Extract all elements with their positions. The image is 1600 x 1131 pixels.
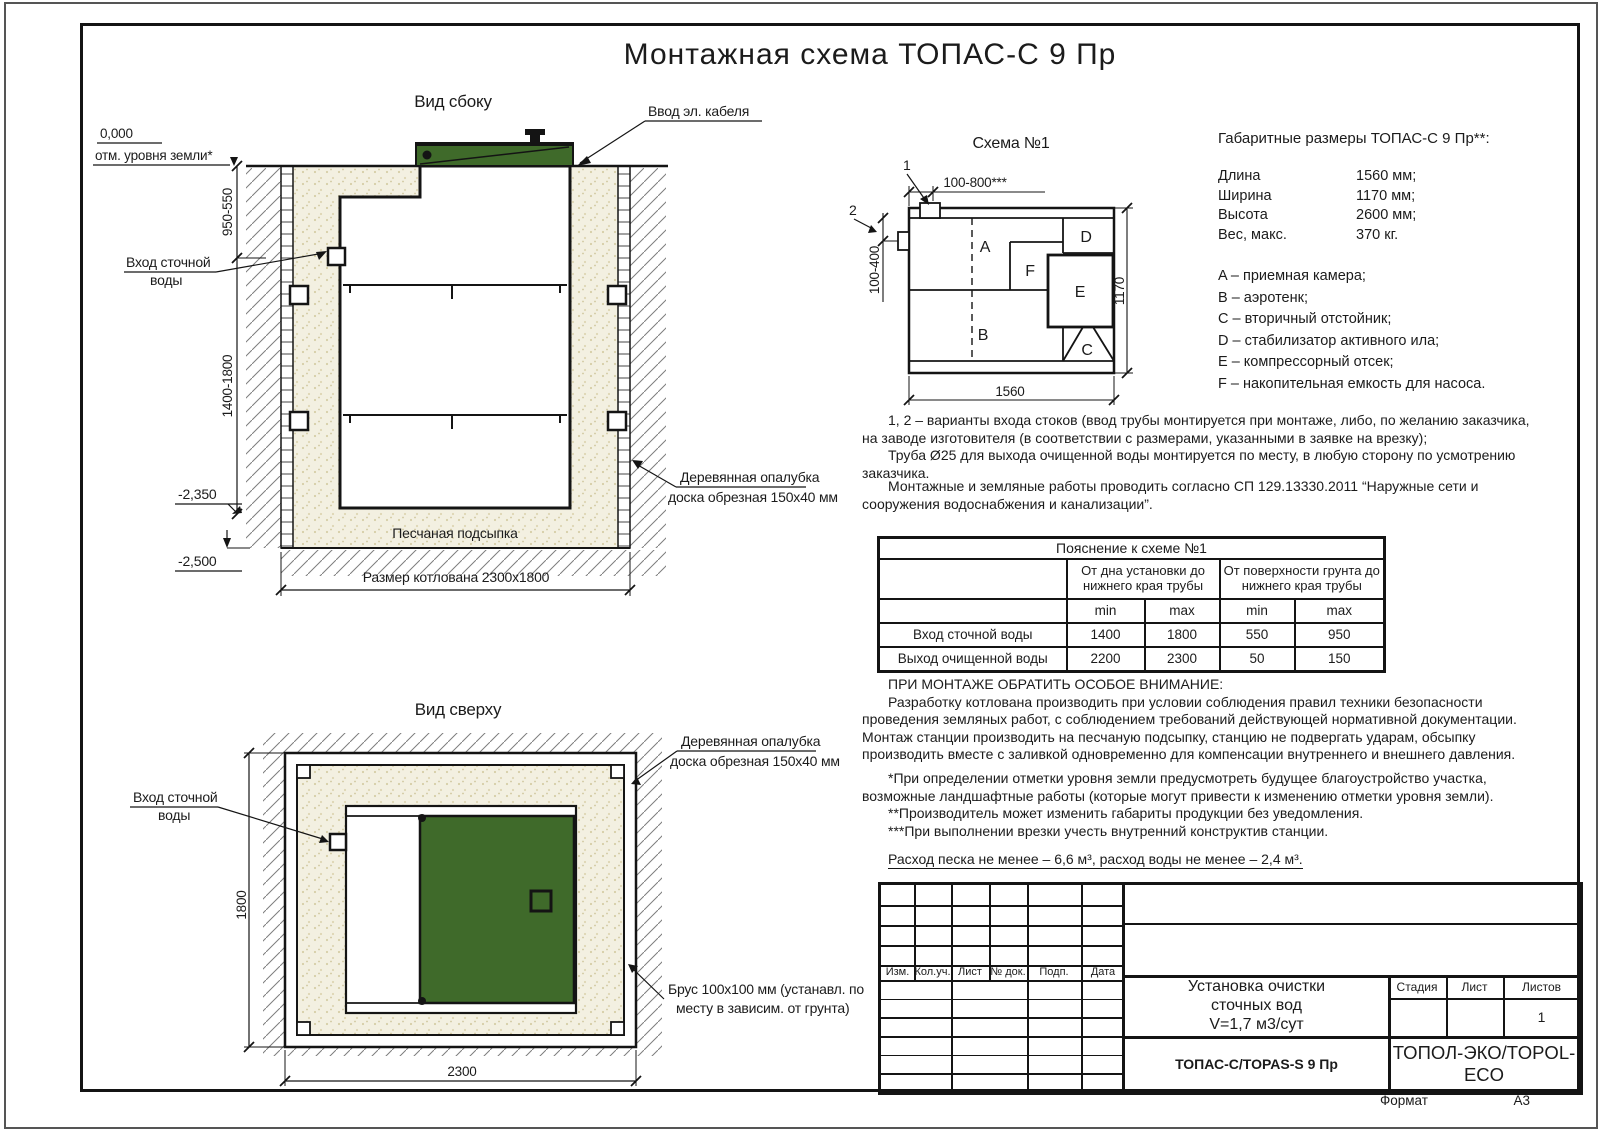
stamp-col-koluch: Кол.уч. [914,966,951,978]
table-title: Пояснение к схеме №1 [879,538,1385,560]
footnote: *При определении отметки уровня земли предусмотреть будущее благоустройство участка, возможные ландшафтные работы (которые могут привести к изменению отметки уровня земли). [862,770,1494,804]
title-block [878,882,1583,1095]
schema-marker-1 [903,157,929,205]
zero-level-mark [93,126,238,166]
legend-item: C – вторичный отстойник; [1218,311,1392,328]
dim-upper-label: 950-550 [220,187,235,237]
spec-row: Ширина 1170 мм; [1218,187,1416,204]
side-view-title: Вид сбоку [414,92,492,111]
format-value: А3 [1513,1093,1530,1108]
elevation-2500 [175,530,250,571]
svg-text:воды: воды [150,272,183,288]
attention-title: ПРИ МОНТАЖЕ ОБРАТИТЬ ОСОБОЕ ВНИМАНИЕ: [888,676,1224,692]
svg-text:доска обрезная 150х40 мм: доска обрезная 150х40 мм [670,753,840,769]
cable-entry-label [577,103,762,166]
formwork-label-top [631,733,840,785]
inlet-pipe-stub [328,248,345,265]
table-max-header: max [1295,599,1385,623]
schema-dim-top: 100-800*** [943,175,1007,190]
table-empty-cell [879,599,1067,623]
schema-sec-c: C [1081,342,1093,359]
svg-text:0,000: 0,000 [100,126,133,141]
notes-variants [862,412,1546,482]
schema-dim-height: 1170 [1112,276,1127,306]
svg-text:-2,350: -2,350 [178,486,217,502]
schema-title: Схема №1 [972,135,1050,152]
svg-text:Вход сточной: Вход сточной [133,789,218,805]
explanation-table [877,536,1386,673]
top-view-drawing [85,675,864,1095]
table-max-header: max [1145,599,1220,623]
svg-text:Деревянная опалубка: Деревянная опалубка [680,469,820,485]
table-min-header: min [1067,599,1145,623]
schema-sec-b: B [977,327,989,344]
format-line [1380,1093,1570,1108]
top-view-title: Вид сверху [414,700,502,719]
lid-vent [531,891,551,911]
table-corner-cell [879,559,1067,599]
notes-sp [862,478,1546,513]
svg-text:Брус 100х100 мм (устанавл. по: Брус 100х100 мм (устанавл. по [668,981,864,997]
consumption-note: Расход песка не менее – 6,6 м³, расход воды не менее – 2,4 м³. [888,851,1303,867]
svg-text:отм. уровня земли*: отм. уровня земли* [95,148,213,163]
stamp-sheets-value: 1 [1537,1009,1546,1025]
stamp-col-izm: Изм. [885,966,910,978]
attention-body: Разработку котлована производить при условии соблюдения правил техники безопасности проведения земляных работ, с соблюдением требований действующей нормативной документации. Монтаж станции производить на песчаную подсыпку, станцию не подвергать ударам, обсыпку производить вместе с заливкой одновременно для компенсации внутреннего и внешнего давления. [862,693,1517,762]
stamp-col-podp: Подп. [1039,966,1069,978]
specs-heading: Габаритные размеры ТОПАС-С 9 Пр**: [1218,130,1490,147]
pit-size-label: Размер котлована 2300х1800 [362,569,550,585]
table-group1: От дна установки до нижнего края трубы [1067,559,1220,599]
footnote: ***При выполнении врезки учесть внутренний конструктив станции. [888,822,1329,839]
schema-sec-f: F [1025,263,1035,280]
page-title: Монтажная схема ТОПАС-С 9 Пр [623,38,1117,71]
section-legend [1218,266,1558,396]
schema-sec-e: E [1074,284,1086,301]
footnote: **Производитель может изменить габариты продукции без уведомления. [888,805,1364,821]
schema-dim-width: 1560 [995,384,1025,399]
svg-text:месту в зависим. от грунта): месту в зависим. от грунта) [676,1000,850,1016]
schema-marker-2 [849,202,877,233]
attention-block [862,676,1546,764]
format-label: Формат [1380,1093,1428,1108]
dim-lower-label: 1400-1800 [220,354,235,418]
svg-text:2: 2 [849,202,857,218]
stamp-sheet-header: Лист [1461,979,1488,994]
lid-hinge-2 [418,997,426,1005]
note-paragraph: Труба Ø25 для выхода очищенной воды монтируется по месту, в любую сторону по усмотрению заказчика. [862,447,1516,481]
legend-item: E – компрессорный отсек; [1218,354,1394,371]
stamp-stage-header: Стадия [1396,979,1438,994]
footnotes-block [862,770,1546,840]
legend-item: F – накопительная емкость для насоса. [1218,375,1486,392]
tank-body [340,166,570,508]
table-min-header: min [1220,599,1295,623]
dim-1800: 1800 [234,890,249,920]
tank-lid [416,129,573,166]
schema-drawing [820,125,1160,420]
table-group2: От поверхности грунта до нижнего края трубы [1220,559,1385,599]
legend-item: A – приемная камера; [1218,268,1366,284]
svg-text:-2,500: -2,500 [178,553,217,569]
beam-label-top [628,964,864,1016]
spec-row: Вес, макс. 370 кг. [1218,226,1399,243]
schema-inlet1 [920,203,940,218]
stamp-col-data: Дата [1090,966,1116,978]
dim-2300: 2300 [447,1064,477,1079]
table-row: Вход сточной воды 1400 1800 550 950 [879,623,1385,647]
stamp-sheets-header: Листов [1522,979,1561,994]
side-view-drawing [85,85,838,605]
elevation-2350 [175,486,242,514]
lid-hinge-1 [418,814,426,822]
inlet-pipe-top [330,834,346,850]
svg-text:Вход сточной: Вход сточной [126,254,211,270]
schema-sec-a: A [979,239,991,256]
schema-dim-left: 100-400 [867,245,882,295]
schema-sec-d: D [1080,229,1092,246]
svg-text:Деревянная опалубка: Деревянная опалубка [681,733,821,749]
svg-text:воды: воды [158,807,191,823]
spec-row: Длина 1560 мм; [1218,168,1417,184]
legend-item: B – аэротенк; [1218,289,1308,306]
note-paragraph: 1, 2 – варианты входа стоков (ввод трубы монтируется при монтаже, либо, по желанию заказчика, на заводе изготовителя (в соответствии с размерами, указанными в заявке на врезку); [862,412,1530,446]
specs-block [1218,130,1558,396]
stamp-doc-title: Установка очистки сточных вод V=1,7 м3/сут [1187,978,1326,1033]
stamp-model: ТОПАС-С/TOPAS-S 9 Пр [1175,1056,1338,1072]
legend-item: D – стабилизатор активного ила; [1218,332,1440,349]
svg-text:доска обрезная 150х40 мм: доска обрезная 150х40 мм [668,489,838,505]
spec-row: Высота 2600 мм; [1218,207,1417,223]
stamp-company: ТОПОЛ-ЭКО/TOPOL-ECO [1392,1042,1576,1085]
svg-text:1: 1 [903,157,911,173]
svg-text:Ввод эл. кабеля: Ввод эл. кабеля [648,103,750,119]
stamp-col-list: Лист [958,966,982,978]
note-paragraph: Монтажные и земляные работы проводить согласно СП 129.13330.2011 “Наружные сети и сооружения водоснабжения и канализации”. [862,478,1479,512]
sand-label: Песчаная подсыпка [392,525,518,541]
stamp-col-ndok: № док. [990,966,1026,978]
schema-inlet2 [898,232,909,250]
table-row: Выход очищенной воды 2200 2300 50 150 [879,647,1385,672]
